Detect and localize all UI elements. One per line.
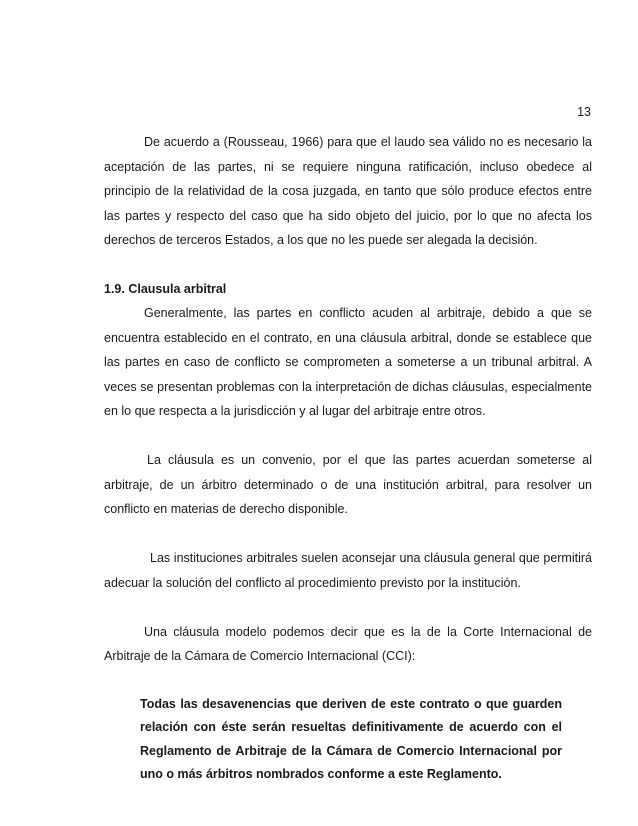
page-number: 13 (577, 105, 591, 119)
document-body (104, 130, 592, 787)
paragraph-clausula-modelo: Una cláusula modelo podemos decir que es la de la Corte Internacional de Arbitraje de la Cámara de Comercio Internacional (CCI): (104, 624, 592, 663)
paragraph-generalmente: Generalmente, las partes en conflicto acuden al arbitraje, debido a que se encuentra establecido en el contrato, en una cláusula arbitral, donde se establece que las partes en caso de conflicto se comprometen a someterse a un tribunal arbitral. A veces se presentan problemas con la interpretación de dichas cláusulas, especialmente en lo que respecta a la jurisdicción y al lugar del arbitraje entre otros. (104, 306, 592, 418)
paragraph-rousseau: De acuerdo a (Rousseau, 1966) para que el laudo sea válido no es necesario la aceptación de las partes, ni se requiere ninguna ratificación, incluso obedece al principio de la relatividad de la cosa juzgada, en tanto que sólo produce efectos entre las partes y respecto del caso que ha sido objeto del juicio, por lo que no afecta los derechos de terceros Estados, a los que no les puede ser alegada la decisión. (104, 135, 592, 247)
paragraph-clausula-convenio: La cláusula es un convenio, por el que las partes acuerdan someterse al arbitraje, de un árbitro determinado o de una institución arbitral, para resolver un conflicto en materias de derecho disponible. (104, 453, 592, 516)
model-clause-quote: Todas las desavenencias que deriven de este contrato o que guarden relación con éste serán resueltas definitivamente de acuerdo con el Reglamento de Arbitraje de la Cámara de Comercio Internacional por uno o más árbitros nombrados conforme a este Reglamento. (140, 696, 562, 781)
paragraph-instituciones: Las instituciones arbitrales suelen aconsejar una cláusula general que permitirá adecuar la solución del conflicto al procedimiento previsto por la institución. (104, 551, 592, 590)
section-heading: 1.9. Clausula arbitral (104, 281, 227, 296)
